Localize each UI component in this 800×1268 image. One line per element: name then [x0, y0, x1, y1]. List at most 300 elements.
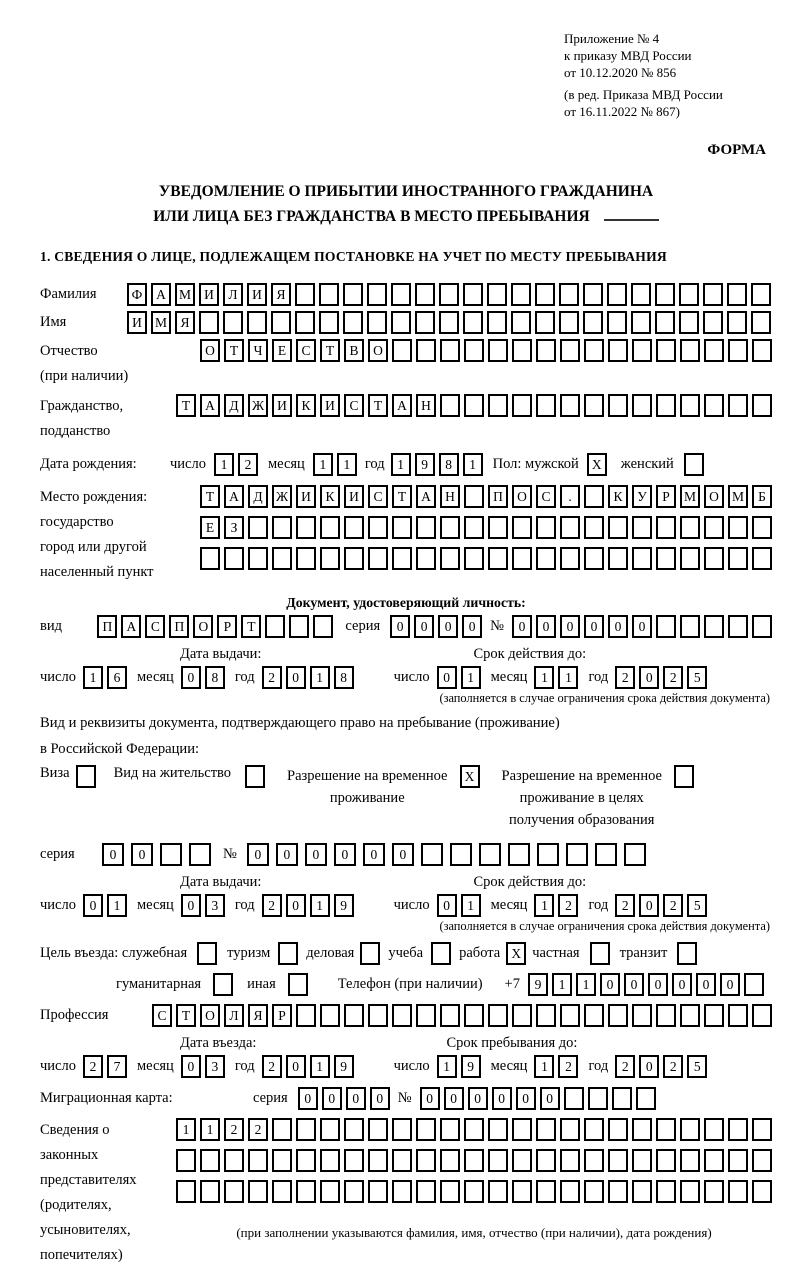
form-cell[interactable]: 0: [444, 1087, 464, 1110]
form-cell[interactable]: 0: [131, 843, 153, 866]
form-cell[interactable]: Т: [320, 339, 340, 362]
form-cell[interactable]: [360, 942, 380, 965]
form-cell[interactable]: 0: [720, 973, 740, 996]
form-cell[interactable]: Я: [271, 283, 291, 306]
form-cell[interactable]: П: [488, 485, 508, 508]
form-cell[interactable]: [535, 311, 555, 334]
form-cell[interactable]: [590, 942, 610, 965]
form-cell[interactable]: Ж: [248, 394, 268, 417]
form-cell[interactable]: К: [296, 394, 316, 417]
form-cell[interactable]: [656, 1118, 676, 1141]
form-cell[interactable]: [200, 547, 220, 570]
form-cell[interactable]: 6: [107, 666, 127, 689]
form-cell[interactable]: [632, 1149, 652, 1172]
form-cell[interactable]: [344, 1118, 364, 1141]
form-cell[interactable]: И: [344, 485, 364, 508]
form-cell[interactable]: [584, 485, 604, 508]
form-cell[interactable]: [537, 843, 559, 866]
form-cell[interactable]: [560, 394, 580, 417]
form-cell[interactable]: Т: [224, 339, 244, 362]
form-cell[interactable]: [704, 615, 724, 638]
form-cell[interactable]: [296, 1149, 316, 1172]
form-cell[interactable]: [727, 283, 747, 306]
form-cell[interactable]: [344, 1004, 364, 1027]
form-cell[interactable]: [416, 339, 436, 362]
form-cell[interactable]: [463, 283, 483, 306]
form-cell[interactable]: М: [175, 283, 195, 306]
form-cell[interactable]: [320, 1118, 340, 1141]
form-cell[interactable]: [684, 453, 704, 476]
form-cell[interactable]: [512, 1180, 532, 1203]
form-cell[interactable]: [608, 516, 628, 539]
form-cell[interactable]: [392, 547, 412, 570]
form-cell[interactable]: [751, 283, 771, 306]
form-cell[interactable]: Л: [224, 1004, 244, 1027]
form-cell[interactable]: [624, 843, 646, 866]
form-cell[interactable]: 1: [310, 666, 330, 689]
form-cell[interactable]: [656, 1149, 676, 1172]
form-cell[interactable]: [536, 394, 556, 417]
form-cell[interactable]: [704, 1118, 724, 1141]
form-cell[interactable]: Е: [272, 339, 292, 362]
form-cell[interactable]: А: [200, 394, 220, 417]
form-cell[interactable]: Д: [248, 485, 268, 508]
form-cell[interactable]: Я: [175, 311, 195, 334]
form-cell[interactable]: [392, 1180, 412, 1203]
form-cell[interactable]: [752, 394, 772, 417]
form-cell[interactable]: 0: [346, 1087, 366, 1110]
form-cell[interactable]: [320, 1149, 340, 1172]
form-cell[interactable]: С: [145, 615, 165, 638]
form-cell[interactable]: [488, 547, 508, 570]
form-cell[interactable]: 1: [437, 1055, 457, 1078]
form-cell[interactable]: 2: [262, 894, 282, 917]
form-cell[interactable]: [391, 311, 411, 334]
form-cell[interactable]: [440, 1180, 460, 1203]
form-cell[interactable]: [608, 394, 628, 417]
form-cell[interactable]: 0: [632, 615, 652, 638]
form-cell[interactable]: [288, 973, 308, 996]
form-cell[interactable]: [512, 339, 532, 362]
form-cell[interactable]: 2: [615, 666, 635, 689]
form-cell[interactable]: [320, 1004, 340, 1027]
form-cell[interactable]: [160, 843, 182, 866]
form-cell[interactable]: 2: [83, 1055, 103, 1078]
form-cell[interactable]: Н: [416, 394, 436, 417]
form-cell[interactable]: [559, 283, 579, 306]
form-cell[interactable]: [508, 843, 530, 866]
form-cell[interactable]: Л: [223, 283, 243, 306]
form-cell[interactable]: [632, 339, 652, 362]
form-cell[interactable]: [278, 942, 298, 965]
form-cell[interactable]: 2: [558, 894, 578, 917]
form-cell[interactable]: [584, 1004, 604, 1027]
form-cell[interactable]: [704, 1149, 724, 1172]
form-cell[interactable]: 1: [214, 453, 234, 476]
form-cell[interactable]: [272, 1149, 292, 1172]
form-cell[interactable]: [680, 516, 700, 539]
form-cell[interactable]: [679, 311, 699, 334]
form-cell[interactable]: [76, 765, 96, 788]
form-cell[interactable]: [703, 311, 723, 334]
form-cell[interactable]: [632, 547, 652, 570]
form-cell[interactable]: [343, 283, 363, 306]
form-cell[interactable]: 5: [687, 666, 707, 689]
form-cell[interactable]: 0: [247, 843, 269, 866]
form-cell[interactable]: [535, 283, 555, 306]
form-cell[interactable]: [392, 516, 412, 539]
form-cell[interactable]: [680, 1149, 700, 1172]
form-cell[interactable]: [704, 394, 724, 417]
form-cell[interactable]: 0: [672, 973, 692, 996]
form-cell[interactable]: [272, 516, 292, 539]
form-cell[interactable]: А: [416, 485, 436, 508]
form-cell[interactable]: [197, 942, 217, 965]
form-cell[interactable]: [367, 311, 387, 334]
form-cell[interactable]: 0: [600, 973, 620, 996]
form-cell[interactable]: [584, 1118, 604, 1141]
form-cell[interactable]: [176, 1180, 196, 1203]
form-cell[interactable]: [272, 1118, 292, 1141]
form-cell[interactable]: 0: [286, 666, 306, 689]
form-cell[interactable]: [728, 1004, 748, 1027]
form-cell[interactable]: И: [320, 394, 340, 417]
form-cell[interactable]: [656, 1180, 676, 1203]
form-cell[interactable]: [416, 1118, 436, 1141]
form-cell[interactable]: [439, 283, 459, 306]
form-cell[interactable]: 1: [83, 666, 103, 689]
form-cell[interactable]: [632, 1004, 652, 1027]
form-cell[interactable]: X: [506, 942, 526, 965]
form-cell[interactable]: С: [152, 1004, 172, 1027]
form-cell[interactable]: [564, 1087, 584, 1110]
form-cell[interactable]: [608, 547, 628, 570]
form-cell[interactable]: 9: [334, 1055, 354, 1078]
form-cell[interactable]: [439, 311, 459, 334]
form-cell[interactable]: [655, 311, 675, 334]
form-cell[interactable]: 0: [437, 894, 457, 917]
form-cell[interactable]: [704, 1180, 724, 1203]
form-cell[interactable]: 1: [310, 1055, 330, 1078]
form-cell[interactable]: [247, 311, 267, 334]
form-cell[interactable]: О: [512, 485, 532, 508]
form-cell[interactable]: Ф: [127, 283, 147, 306]
form-cell[interactable]: [319, 311, 339, 334]
form-cell[interactable]: [656, 339, 676, 362]
form-cell[interactable]: 0: [286, 1055, 306, 1078]
form-cell[interactable]: [464, 339, 484, 362]
form-cell[interactable]: [512, 394, 532, 417]
form-cell[interactable]: [656, 615, 676, 638]
form-cell[interactable]: [631, 311, 651, 334]
form-cell[interactable]: [512, 1118, 532, 1141]
form-cell[interactable]: [608, 1180, 628, 1203]
form-cell[interactable]: [367, 283, 387, 306]
form-cell[interactable]: [607, 311, 627, 334]
form-cell[interactable]: 0: [286, 894, 306, 917]
form-cell[interactable]: [680, 339, 700, 362]
form-cell[interactable]: [560, 1180, 580, 1203]
form-cell[interactable]: [632, 1180, 652, 1203]
form-cell[interactable]: [296, 1118, 316, 1141]
form-cell[interactable]: [752, 547, 772, 570]
form-cell[interactable]: 0: [181, 894, 201, 917]
form-cell[interactable]: [391, 283, 411, 306]
form-cell[interactable]: [588, 1087, 608, 1110]
form-cell[interactable]: 0: [414, 615, 434, 638]
form-cell[interactable]: С: [344, 394, 364, 417]
form-cell[interactable]: [607, 283, 627, 306]
form-cell[interactable]: [415, 311, 435, 334]
form-cell[interactable]: В: [344, 339, 364, 362]
form-cell[interactable]: [512, 547, 532, 570]
form-cell[interactable]: [636, 1087, 656, 1110]
form-cell[interactable]: О: [193, 615, 213, 638]
form-cell[interactable]: 1: [107, 894, 127, 917]
form-cell[interactable]: Т: [368, 394, 388, 417]
form-cell[interactable]: [450, 843, 472, 866]
form-cell[interactable]: [440, 516, 460, 539]
form-cell[interactable]: [421, 843, 443, 866]
form-cell[interactable]: О: [200, 1004, 220, 1027]
form-cell[interactable]: [176, 1149, 196, 1172]
form-cell[interactable]: [440, 1118, 460, 1141]
form-cell[interactable]: 1: [534, 894, 554, 917]
form-cell[interactable]: 2: [262, 666, 282, 689]
form-cell[interactable]: 1: [461, 666, 481, 689]
form-cell[interactable]: [536, 1118, 556, 1141]
form-cell[interactable]: [752, 1004, 772, 1027]
form-cell[interactable]: [295, 283, 315, 306]
form-cell[interactable]: 0: [540, 1087, 560, 1110]
form-cell[interactable]: 2: [248, 1118, 268, 1141]
form-cell[interactable]: [488, 1118, 508, 1141]
form-cell[interactable]: [680, 1118, 700, 1141]
form-cell[interactable]: 1: [200, 1118, 220, 1141]
form-cell[interactable]: [265, 615, 285, 638]
form-cell[interactable]: .: [560, 485, 580, 508]
form-cell[interactable]: [368, 1180, 388, 1203]
form-cell[interactable]: 8: [334, 666, 354, 689]
form-cell[interactable]: А: [151, 283, 171, 306]
form-cell[interactable]: [199, 311, 219, 334]
form-cell[interactable]: [313, 615, 333, 638]
form-cell[interactable]: [612, 1087, 632, 1110]
form-cell[interactable]: [344, 547, 364, 570]
form-cell[interactable]: 0: [512, 615, 532, 638]
form-cell[interactable]: М: [728, 485, 748, 508]
form-cell[interactable]: [223, 311, 243, 334]
form-cell[interactable]: [488, 339, 508, 362]
form-cell[interactable]: 0: [102, 843, 124, 866]
form-cell[interactable]: [677, 942, 697, 965]
form-cell[interactable]: 1: [576, 973, 596, 996]
form-cell[interactable]: [296, 1004, 316, 1027]
form-cell[interactable]: Ж: [272, 485, 292, 508]
form-cell[interactable]: 2: [558, 1055, 578, 1078]
form-cell[interactable]: [416, 516, 436, 539]
form-cell[interactable]: Р: [272, 1004, 292, 1027]
form-cell[interactable]: 0: [363, 843, 385, 866]
form-cell[interactable]: [248, 1180, 268, 1203]
form-cell[interactable]: [584, 339, 604, 362]
form-cell[interactable]: М: [680, 485, 700, 508]
form-cell[interactable]: О: [200, 339, 220, 362]
form-cell[interactable]: [289, 615, 309, 638]
form-cell[interactable]: [511, 283, 531, 306]
form-cell[interactable]: [488, 394, 508, 417]
form-cell[interactable]: А: [224, 485, 244, 508]
form-cell[interactable]: [674, 765, 694, 788]
form-cell[interactable]: [368, 1118, 388, 1141]
form-cell[interactable]: 2: [238, 453, 258, 476]
form-cell[interactable]: [560, 1118, 580, 1141]
form-cell[interactable]: [512, 1149, 532, 1172]
form-cell[interactable]: [536, 1180, 556, 1203]
form-cell[interactable]: 0: [83, 894, 103, 917]
form-cell[interactable]: [752, 615, 772, 638]
form-cell[interactable]: [680, 394, 700, 417]
form-cell[interactable]: [392, 1004, 412, 1027]
form-cell[interactable]: 0: [322, 1087, 342, 1110]
form-cell[interactable]: 1: [313, 453, 333, 476]
form-cell[interactable]: С: [368, 485, 388, 508]
form-cell[interactable]: [656, 1004, 676, 1027]
form-cell[interactable]: [416, 1149, 436, 1172]
form-cell[interactable]: [464, 547, 484, 570]
form-cell[interactable]: 0: [536, 615, 556, 638]
form-cell[interactable]: [296, 1180, 316, 1203]
form-cell[interactable]: [679, 283, 699, 306]
form-cell[interactable]: X: [587, 453, 607, 476]
form-cell[interactable]: [728, 394, 748, 417]
form-cell[interactable]: [344, 1180, 364, 1203]
form-cell[interactable]: [511, 311, 531, 334]
form-cell[interactable]: 0: [298, 1087, 318, 1110]
form-cell[interactable]: [488, 516, 508, 539]
form-cell[interactable]: [584, 394, 604, 417]
form-cell[interactable]: Т: [200, 485, 220, 508]
form-cell[interactable]: [392, 1149, 412, 1172]
form-cell[interactable]: [248, 516, 268, 539]
form-cell[interactable]: [680, 615, 700, 638]
form-cell[interactable]: [752, 1149, 772, 1172]
form-cell[interactable]: [344, 1149, 364, 1172]
form-cell[interactable]: 0: [181, 666, 201, 689]
form-cell[interactable]: [632, 1118, 652, 1141]
form-cell[interactable]: [704, 1004, 724, 1027]
form-cell[interactable]: [512, 516, 532, 539]
form-cell[interactable]: Д: [224, 394, 244, 417]
form-cell[interactable]: Р: [217, 615, 237, 638]
form-cell[interactable]: М: [151, 311, 171, 334]
form-cell[interactable]: 2: [262, 1055, 282, 1078]
form-cell[interactable]: 0: [639, 1055, 659, 1078]
form-cell[interactable]: [728, 547, 748, 570]
form-cell[interactable]: [464, 516, 484, 539]
form-cell[interactable]: [566, 843, 588, 866]
form-cell[interactable]: [431, 942, 451, 965]
form-cell[interactable]: 1: [461, 894, 481, 917]
form-cell[interactable]: [368, 516, 388, 539]
form-cell[interactable]: [392, 1118, 412, 1141]
form-cell[interactable]: 1: [463, 453, 483, 476]
form-cell[interactable]: [704, 516, 724, 539]
form-cell[interactable]: [248, 1149, 268, 1172]
form-cell[interactable]: [272, 1180, 292, 1203]
form-cell[interactable]: [752, 1118, 772, 1141]
form-cell[interactable]: [464, 1004, 484, 1027]
form-cell[interactable]: 1: [310, 894, 330, 917]
form-cell[interactable]: 0: [437, 666, 457, 689]
form-cell[interactable]: [536, 1149, 556, 1172]
form-cell[interactable]: [751, 311, 771, 334]
form-cell[interactable]: [416, 1004, 436, 1027]
form-cell[interactable]: Б: [752, 485, 772, 508]
form-cell[interactable]: [560, 339, 580, 362]
form-cell[interactable]: [584, 1180, 604, 1203]
form-cell[interactable]: [440, 1004, 460, 1027]
form-cell[interactable]: 1: [176, 1118, 196, 1141]
form-cell[interactable]: [488, 1180, 508, 1203]
form-cell[interactable]: 3: [205, 1055, 225, 1078]
form-cell[interactable]: [487, 283, 507, 306]
form-cell[interactable]: 0: [639, 666, 659, 689]
form-cell[interactable]: [320, 547, 340, 570]
form-cell[interactable]: [320, 516, 340, 539]
form-cell[interactable]: 0: [639, 894, 659, 917]
form-cell[interactable]: [631, 283, 651, 306]
form-cell[interactable]: 2: [663, 1055, 683, 1078]
form-cell[interactable]: [560, 1149, 580, 1172]
form-cell[interactable]: 0: [608, 615, 628, 638]
form-cell[interactable]: [656, 547, 676, 570]
form-cell[interactable]: 0: [370, 1087, 390, 1110]
form-cell[interactable]: 2: [615, 1055, 635, 1078]
form-cell[interactable]: 0: [181, 1055, 201, 1078]
form-cell[interactable]: 1: [337, 453, 357, 476]
form-cell[interactable]: [584, 516, 604, 539]
form-cell[interactable]: [680, 1180, 700, 1203]
form-cell[interactable]: [463, 311, 483, 334]
form-cell[interactable]: [595, 843, 617, 866]
form-cell[interactable]: 0: [648, 973, 668, 996]
form-cell[interactable]: [536, 547, 556, 570]
form-cell[interactable]: [680, 547, 700, 570]
form-cell[interactable]: [440, 394, 460, 417]
form-cell[interactable]: Е: [200, 516, 220, 539]
form-cell[interactable]: 3: [205, 894, 225, 917]
form-cell[interactable]: [583, 283, 603, 306]
form-cell[interactable]: [728, 1180, 748, 1203]
form-cell[interactable]: С: [296, 339, 316, 362]
form-cell[interactable]: 1: [534, 666, 554, 689]
form-cell[interactable]: И: [272, 394, 292, 417]
form-cell[interactable]: 0: [305, 843, 327, 866]
form-cell[interactable]: А: [121, 615, 141, 638]
form-cell[interactable]: 0: [584, 615, 604, 638]
form-cell[interactable]: П: [169, 615, 189, 638]
form-cell[interactable]: [680, 1004, 700, 1027]
form-cell[interactable]: [655, 283, 675, 306]
form-cell[interactable]: [245, 765, 265, 788]
form-cell[interactable]: [416, 547, 436, 570]
form-cell[interactable]: Н: [440, 485, 460, 508]
form-cell[interactable]: [559, 311, 579, 334]
form-cell[interactable]: У: [632, 485, 652, 508]
form-cell[interactable]: [189, 843, 211, 866]
form-cell[interactable]: [608, 339, 628, 362]
